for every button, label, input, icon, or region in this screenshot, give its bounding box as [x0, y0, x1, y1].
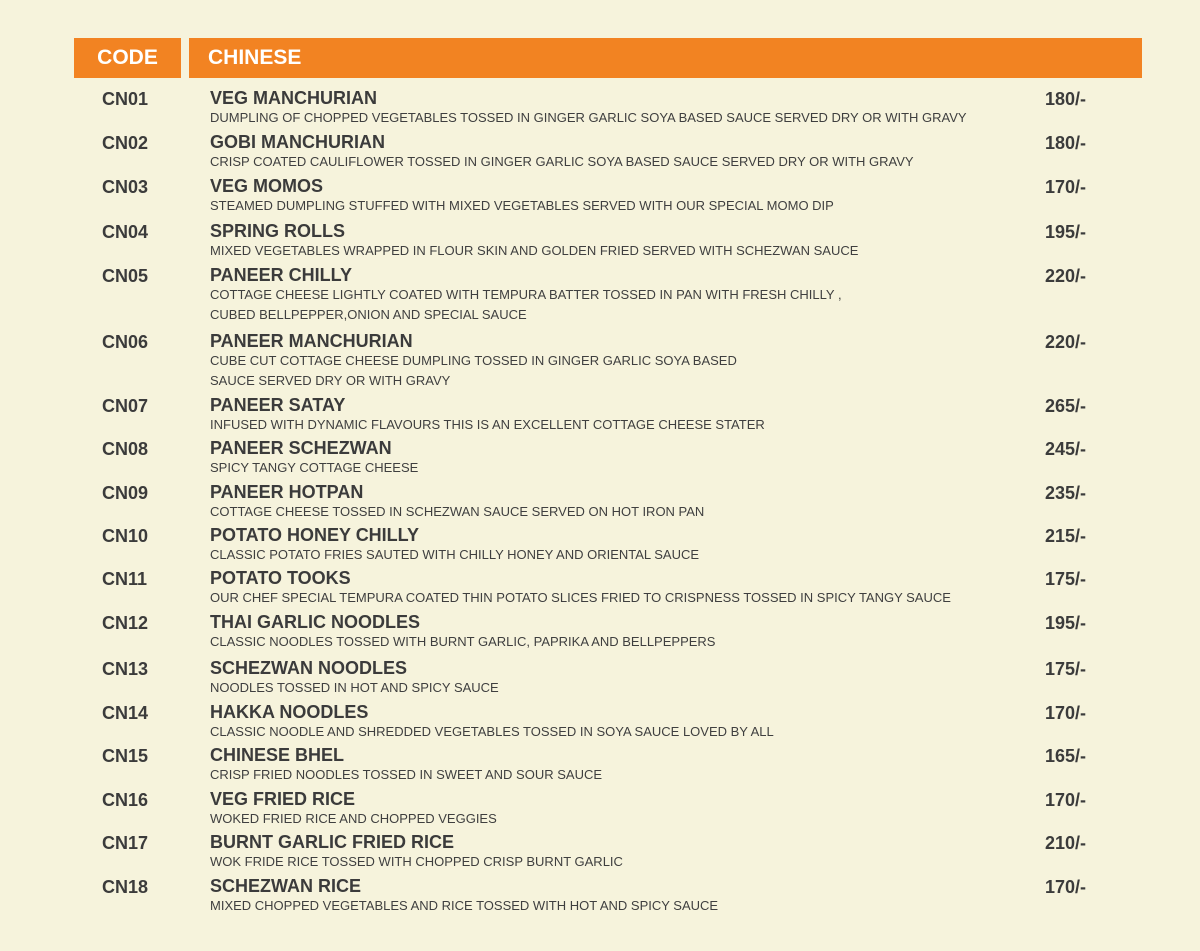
- menu-header: [74, 38, 1142, 78]
- item-price: 215/-: [1045, 526, 1087, 546]
- item-name: HAKKA NOODLES: [210, 702, 369, 722]
- item-name: SCHEZWAN NOODLES: [210, 658, 408, 678]
- item-description: SPICY TANGY COTTAGE CHEESE: [210, 460, 419, 475]
- item-details: [210, 525, 1030, 565]
- item-code: CN04: [102, 222, 149, 242]
- item-description: CLASSIC POTATO FRIES SAUTED WITH CHILLY HONEY AND ORIENTAL SAUCE: [210, 547, 700, 562]
- item-code: CN13: [102, 659, 149, 679]
- item-name: PANEER CHILLY: [210, 265, 353, 285]
- item-code: CN14: [102, 703, 149, 723]
- item-price: 170/-: [1045, 177, 1087, 197]
- item-code: CN01: [102, 89, 149, 109]
- item-description: MIXED VEGETABLES WRAPPED IN FLOUR SKIN AND GOLDEN FRIED SERVED WITH SCHEZWAN SAUCE: [210, 243, 859, 258]
- item-details: [210, 331, 1030, 391]
- item-price: 265/-: [1045, 396, 1087, 416]
- item-description: CRISP COATED CAULIFLOWER TOSSED IN GINGER GARLIC SOYA BASED SAUCE SERVED DRY OR WITH GRAVY: [210, 154, 914, 169]
- item-details: [210, 265, 1030, 325]
- item-code: CN03: [102, 177, 149, 197]
- item-details: [210, 658, 1030, 698]
- item-details: [210, 132, 1030, 172]
- item-name: SPRING ROLLS: [210, 221, 346, 241]
- item-description: STEAMED DUMPLING STUFFED WITH MIXED VEGETABLES SERVED WITH OUR SPECIAL MOMO DIP: [210, 198, 834, 213]
- item-details: [210, 568, 1030, 608]
- item-price: 245/-: [1045, 439, 1087, 459]
- item-details: [210, 612, 1030, 652]
- item-name: VEG FRIED RICE: [210, 789, 356, 809]
- item-name: SCHEZWAN RICE: [210, 876, 362, 896]
- item-name: VEG MANCHURIAN: [210, 88, 378, 108]
- item-description: DUMPLING OF CHOPPED VEGETABLES TOSSED IN GINGER GARLIC SOYA BASED SAUCE SERVED DRY OR WITH GRAVY: [210, 110, 967, 125]
- item-code: CN18: [102, 877, 149, 897]
- item-details: [210, 88, 1030, 128]
- item-description: NOODLES TOSSED IN HOT AND SPICY SAUCE: [210, 680, 499, 695]
- item-price: 175/-: [1045, 659, 1087, 679]
- item-name: PANEER MANCHURIAN: [210, 331, 413, 351]
- item-description: CUBE CUT COTTAGE CHEESE DUMPLING TOSSED IN GINGER GARLIC SOYA BASED SAUCE SERVED DRY OR WITH GRAVY: [210, 353, 737, 388]
- item-name: PANEER HOTPAN: [210, 482, 364, 502]
- item-code: CN07: [102, 396, 149, 416]
- item-description: MIXED CHOPPED VEGETABLES AND RICE TOSSED WITH HOT AND SPICY SAUCE: [210, 898, 719, 913]
- item-details: [210, 176, 1030, 216]
- item-price: 235/-: [1045, 483, 1087, 503]
- item-details: [210, 745, 1030, 785]
- item-name: PANEER SATAY: [210, 395, 346, 415]
- item-price: 165/-: [1045, 746, 1087, 766]
- item-description: CLASSIC NOODLE AND SHREDDED VEGETABLES TOSSED IN SOYA SAUCE LOVED BY ALL: [210, 724, 774, 739]
- item-description: COTTAGE CHEESE LIGHTLY COATED WITH TEMPURA BATTER TOSSED IN PAN WITH FRESH CHILLY , CUBED BELLPEPPER,ONION AND SPECIAL SAUCE: [210, 287, 842, 322]
- item-price: 220/-: [1045, 266, 1087, 286]
- item-price: 220/-: [1045, 332, 1087, 352]
- item-code: CN11: [102, 569, 148, 589]
- item-details: [210, 832, 1030, 872]
- item-details: [210, 876, 1030, 916]
- item-description: INFUSED WITH DYNAMIC FLAVOURS THIS IS AN EXCELLENT COTTAGE CHEESE STATER: [210, 417, 765, 432]
- item-description: COTTAGE CHEESE TOSSED IN SCHEZWAN SAUCE SERVED ON HOT IRON PAN: [210, 504, 705, 519]
- item-name: THAI GARLIC NOODLES: [210, 612, 420, 632]
- item-price: 170/-: [1045, 790, 1087, 810]
- item-description: CLASSIC NOODLES TOSSED WITH BURNT GARLIC, PAPRIKA AND BELLPEPPERS: [210, 634, 716, 649]
- item-name: CHINESE BHEL: [210, 745, 345, 765]
- item-code: CN05: [102, 266, 149, 286]
- item-price: 180/-: [1045, 133, 1087, 153]
- item-name: GOBI MANCHURIAN: [210, 132, 385, 152]
- item-code: CN10: [102, 526, 149, 546]
- item-details: [210, 395, 1030, 435]
- item-details: [210, 221, 1030, 261]
- item-details: [210, 438, 1030, 478]
- item-code: CN12: [102, 613, 149, 633]
- item-details: [210, 789, 1030, 829]
- item-details: [210, 482, 1030, 522]
- item-details: [210, 702, 1030, 742]
- item-description: WOKED FRIED RICE AND CHOPPED VEGGIES: [210, 811, 497, 826]
- item-description: CRISP FRIED NOODLES TOSSED IN SWEET AND SOUR SAUCE: [210, 767, 603, 782]
- item-name: PANEER SCHEZWAN: [210, 438, 392, 458]
- item-price: 175/-: [1045, 569, 1087, 589]
- item-price: 210/-: [1045, 833, 1087, 853]
- item-price: 195/-: [1045, 613, 1087, 633]
- item-code: CN06: [102, 332, 149, 352]
- item-price: 180/-: [1045, 89, 1087, 109]
- item-code: CN17: [102, 833, 149, 853]
- item-name: VEG MOMOS: [210, 176, 324, 196]
- item-name: POTATO TOOKS: [210, 568, 351, 588]
- item-price: 170/-: [1045, 703, 1087, 723]
- item-name: POTATO HONEY CHILLY: [210, 525, 420, 545]
- category-header: CHINESE: [189, 38, 1142, 78]
- item-price: 170/-: [1045, 877, 1087, 897]
- item-code: CN02: [102, 133, 149, 153]
- item-code: CN16: [102, 790, 149, 810]
- item-code: CN15: [102, 746, 149, 766]
- item-code: CN08: [102, 439, 149, 459]
- code-column-header: CODE: [74, 38, 181, 78]
- item-description: WOK FRIDE RICE TOSSED WITH CHOPPED CRISP BURNT GARLIC: [210, 854, 623, 869]
- item-price: 195/-: [1045, 222, 1087, 242]
- item-code: CN09: [102, 483, 149, 503]
- item-description: OUR CHEF SPECIAL TEMPURA COATED THIN POTATO SLICES FRIED TO CRISPNESS TOSSED IN SPICY TANGY SAUCE: [210, 590, 951, 605]
- item-name: BURNT GARLIC FRIED RICE: [210, 832, 454, 852]
